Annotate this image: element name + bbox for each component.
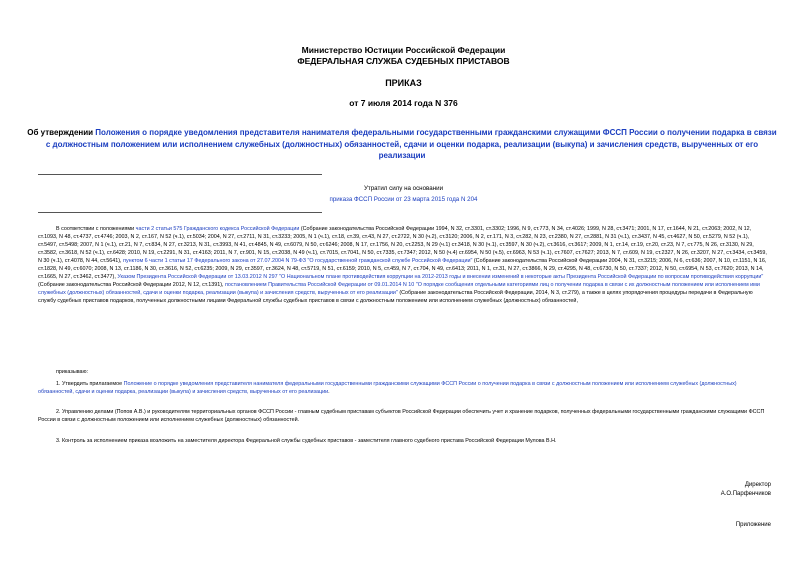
signature-position: Директор (744, 482, 771, 488)
preamble-text: В соответствии с положениями (56, 226, 136, 232)
order-item-3: 3. Контроль за исполнением приказа возложить на заместителя директора Федеральной службы судебных приставов - заместителя главного судебного пристава Российской Федерации Мулова В.Н. (56, 438, 557, 444)
preamble-text: (Собрание законодательства Российской Федерации 2012, N 12, ст.1391), (38, 282, 225, 288)
preamble-text: (Собрание законодательства Российской Федерации 2004, N 31, ст.3215; 2006, N 6, ст.636; 2007, N 10, ст.1151, N 16, ст.1828, N 49, ст.6070; 2008, N 13, ст.1186, N 30, ст.3616, N 52, ст.6235; 2009, N 29, ст.3597, ст.3624, N 48, ст.5719, N 51, ст.6159; 2010, N 5, ст.459, N 7, ст.704, N 49, ст.6413; 2011, N 1, ст.31, N 27, ст.3866, N 29, ст.4295, N 48, ст.6730, N 50, ст.7337; 2012, N 50, ст.6954, N 53, ст.7620; 2013, N 14, ст.1665, N 27, ст.3462, ст.3477), (38, 258, 767, 280)
regulation-link[interactable]: Положение о порядке уведомления представителя нанимателя федеральными государственными гражданскими служащими ФССП России о получении подарка в связи с должностным положением или исполнением служебных (должностных) обязанностей, сдачи и оценки подарка, реализации (выкупа) и зачисления средств, вырученных от его реализации (38, 381, 737, 395)
title-prefix: Об утверждении (27, 128, 96, 137)
preamble-text: (Собрание законодательства Российской Федерации, 2014, N 3, ст.279), а также в целях упорядочения процедуры передачи в Федеральную службу судебных приставов подарков, полученных должностными лицами Федеральной службы судебных приставов в связи с должностным положением или исполнением служебных (должностных) обязанностей, (38, 290, 753, 304)
civil-service-law-link[interactable]: пунктом 6 части 1 статьи 17 Федерального закона от 27.07.2004 N 79-ФЗ "О государственной гражданской службе Российской Федерации" (123, 258, 473, 264)
president-decree-link[interactable]: Указом Президента Российской Федерации от 13.03.2012 N 297 "О Национальном плане противодействия коррупции на 2012-2013 годы и внесении изменений в некоторые акты Президента Российской Федерации по вопросам противодействия коррупции" (117, 274, 764, 280)
appendix-label: Приложение (735, 522, 771, 528)
divider-bottom (38, 212, 322, 213)
document-date-number: от 7 июля 2014 года N 376 (349, 98, 458, 108)
item-1-text: 1. Утвердить прилагаемое (56, 381, 124, 387)
validity-note-text: Утратил силу на основании (363, 185, 444, 192)
preamble-text: (Собрание законодательства Российской Федерации 1994, N 32, ст.3301, ст.3302; 1996, N 9, ст.773, N 34, ст.4026; 1999, N 28, ст.3471; 2001, N 17, ст.1644, N 21, ст.2063; 2002, N 12, ст.1093, N 48, ст.4737, ст.4746; 2003, N 2, ст.167, N 52 (ч.1), ст.5034; 2004, N 27, ст.2711, N 31, ст.3233; 2005, N 1 (ч.1), ст.18, ст.39, ст.43, N 27, ст.2722, N 30 (ч.2), ст.3120; 2006, N 2, ст.171, N 3, ст.282, N 23, ст.2380, N 27, ст.2881, N 31 (ч.1), ст.3437, N 45, ст.4627, N 50, ст.5279, N 52 (ч.1), ст.5497, ст.5498; 2007, N 1 (ч.1), ст.21, N 7, ст.834, N 27, ст.3213, N 31, ст.3993, N 41, ст.4845, N 49, ст.6079, N 50, ст.6246; 2008, N 17, ст.1756, N 20, ст.2253, N 29 (ч.1) ст.3418, N 30 (ч.1), ст.3597, N 30 (ч.2), ст.3616, ст.3617; 2009, N 1, ст.14, ст.19, ст.20, ст.23, N 7, ст.775, N 26, ст.3130, N 29, ст.3582, ст.3618, N 52 (ч.1), ст.6428; 2010, N 19, ст.2291, N 31, ст.4163; 2011, N 7, ст.901, N 15, ст.2038, N 49 (ч.1), ст.7015, ст.7041, N 50, ст.7335, ст.7347; 2012, N 50 (ч.4) ст.6954, N 50 (ч.5), ст.6963, N 53 (ч.1), ст.7607, ст.7627; 2013, N 7, ст.609, N 19, ст.2327, N 26, ст.3207, N 27, ст.3434, ст.3459, N 30 (ч.1), ст.4078, N 44, ст.5641), (38, 226, 767, 264)
document-title (26, 127, 778, 162)
signature-name: А.О.Парфенчиков (720, 491, 771, 497)
civil-code-link[interactable]: части 2 статьи 575 Гражданского кодекса Российской Федерации (135, 226, 300, 232)
order-word: приказываю: (56, 369, 89, 375)
document-type: ПРИКАЗ (385, 78, 422, 88)
title-regulation-link[interactable]: Положения о порядке уведомления представителя нанимателя федеральными государственными гражданскими служащими ФССП России о получении подарка в связи с должностным положением или исполнением служебных (должностных) обязанностей, сдачи и оценки подарка, реализации (выкупа) и зачисления средств, вырученных от его реализации (45, 128, 777, 160)
ministry-heading: Министерство Юстиции Российской Федерации (301, 45, 506, 55)
item-1-end: . (328, 389, 330, 395)
preamble-paragraph (38, 225, 770, 305)
divider-top (38, 174, 322, 175)
service-heading: ФЕДЕРАЛЬНАЯ СЛУЖБА СУДЕБНЫХ ПРИСТАВОВ (297, 56, 510, 66)
validity-note-link[interactable]: приказа ФССП России от 23 марта 2015 года N 204 (329, 196, 478, 203)
order-item-2: 2. Управлению делами (Попов А.В.) и руководителям территориальных органов ФССП России - главным судебным приставам субъектов Российской Федерации обеспечить учет и хранение подарков, полученных федеральными государственными гражданскими служащими ФССП России в связи с должностным положением или исполнением служебных (должностных) обязанностей. (38, 409, 765, 423)
government-resolution-link[interactable]: постановлением Правительства Российской Федерации от 09.01.2014 N 10 "О порядке сообщения отдельными категориями лиц о получении подарка в связи с их должностным положением или исполнением ими служебных (должностных) обязанностей, сдачи и оценки подарка, реализации (выкупа) и зачисления средств, вырученных от его реализации" (38, 282, 760, 296)
order-item-1 (38, 380, 770, 396)
